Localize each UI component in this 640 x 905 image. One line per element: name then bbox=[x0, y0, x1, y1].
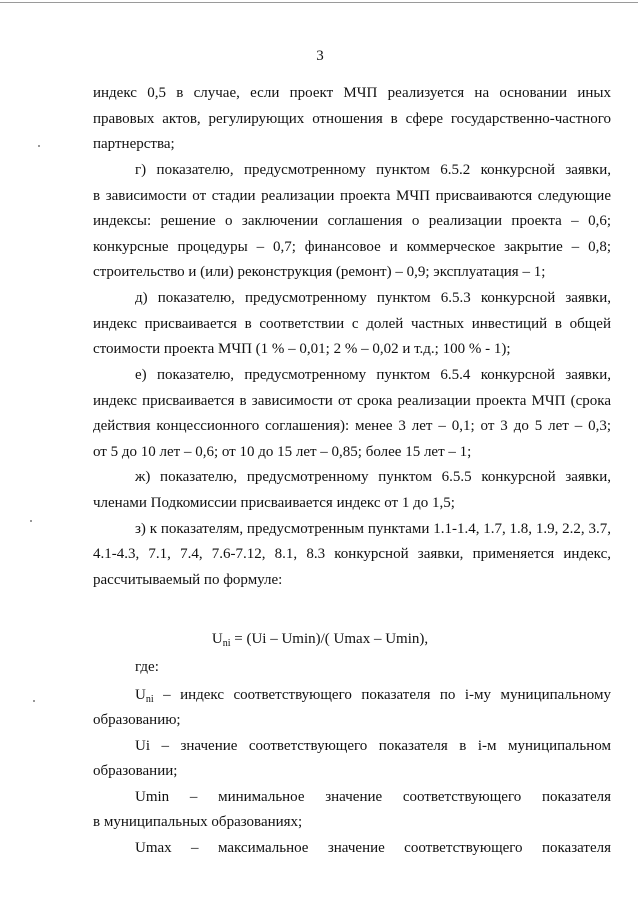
text-line: индекс 0,5 в случае, если проект МЧП реализуется на основании иных bbox=[93, 85, 611, 101]
text-line: в зависимости от стадии реализации проекта МЧП присваиваются следующие bbox=[93, 188, 611, 204]
text-line: конкурсные процедуры – 0,7; финансовое и коммерческое закрытие – 0,8; bbox=[93, 239, 611, 255]
where-label: где: bbox=[135, 659, 159, 675]
definition-ui: Ui – значение соответствующего показателя в i-м муниципальном bbox=[135, 738, 611, 754]
definition-umin-cont: в муниципальных образованиях; bbox=[93, 814, 303, 830]
text-line: от 5 до 10 лет – 0,6; от 10 до 15 лет – 0,85; более 15 лет – 1; bbox=[93, 444, 472, 460]
text-line: индекс присваивается в соответствии с долей частных инвестиций в общей bbox=[93, 316, 611, 332]
definition-uni-cont: образованию; bbox=[93, 712, 181, 728]
scan-top-rule bbox=[0, 2, 638, 3]
text-line: строительство и (или) реконструкция (ремонт) – 0,9; эксплуатация – 1; bbox=[93, 264, 546, 280]
text-line: рассчитываемый по формуле: bbox=[93, 572, 283, 588]
definition-uni: $U_{ni}$ – индекс соответствующего показателя по i-му муниципальному bbox=[135, 687, 611, 705]
text-line: действия концессионного соглашения): менее 3 лет – 0,1; от 3 до 5 лет – 0,3; bbox=[93, 418, 611, 434]
text-line: е) показателю, предусмотренному пунктом 6.5.4 конкурсной заявки, bbox=[135, 367, 611, 383]
scan-speck bbox=[30, 520, 32, 522]
formula-lhs: $U_{ni}$ bbox=[211, 631, 231, 649]
text-line: стоимости проекта МЧП (1 % – 0,01; 2 % – 0,02 и т.д.; 100 % - 1); bbox=[93, 341, 511, 357]
page-number: 3 bbox=[316, 48, 324, 64]
definition-umax: Umax – максимальное значение соответствующего показателя bbox=[135, 840, 611, 856]
text-line: индекс присваивается в зависимости от срока реализации проекта МЧП (срока bbox=[93, 393, 611, 409]
text-line: ж) показателю, предусмотренному пунктом 6.5.5 конкурсной заявки, bbox=[135, 469, 611, 485]
text-line: членами Подкомиссии присваивается индекс от 1 до 1,5; bbox=[93, 495, 455, 511]
definition-umin: Umin – минимальное значение соответствующего показателя bbox=[135, 789, 611, 805]
text-line: д) показателю, предусмотренному пунктом 6.5.3 конкурсной заявки, bbox=[135, 290, 611, 306]
text-line: индексы: решение о заключении соглашения о реализации проекта – 0,6; bbox=[93, 213, 611, 229]
scan-speck bbox=[33, 700, 35, 702]
formula-rhs: = (Ui – Umin)/( Umax – Umin), bbox=[230, 631, 429, 647]
text-line: г) показателю, предусмотренному пунктом 6.5.2 конкурсной заявки, bbox=[135, 162, 611, 178]
definition-ui-cont: образовании; bbox=[93, 763, 178, 779]
text-line: 4.1-4.3, 7.1, 7.4, 7.6-7.12, 8.1, 8.3 конкурсной заявки, применяется индекс, bbox=[93, 546, 611, 562]
text-line: партнерства; bbox=[93, 136, 175, 152]
text-line: правовых актов, регулирующих отношения в сфере государственно-частного bbox=[93, 111, 611, 127]
scan-speck bbox=[38, 145, 40, 147]
formula bbox=[0, 629, 640, 654]
text-line: з) к показателям, предусмотренным пунктами 1.1-1.4, 1.7, 1.8, 1.9, 2.2, 3.7, bbox=[135, 521, 611, 537]
